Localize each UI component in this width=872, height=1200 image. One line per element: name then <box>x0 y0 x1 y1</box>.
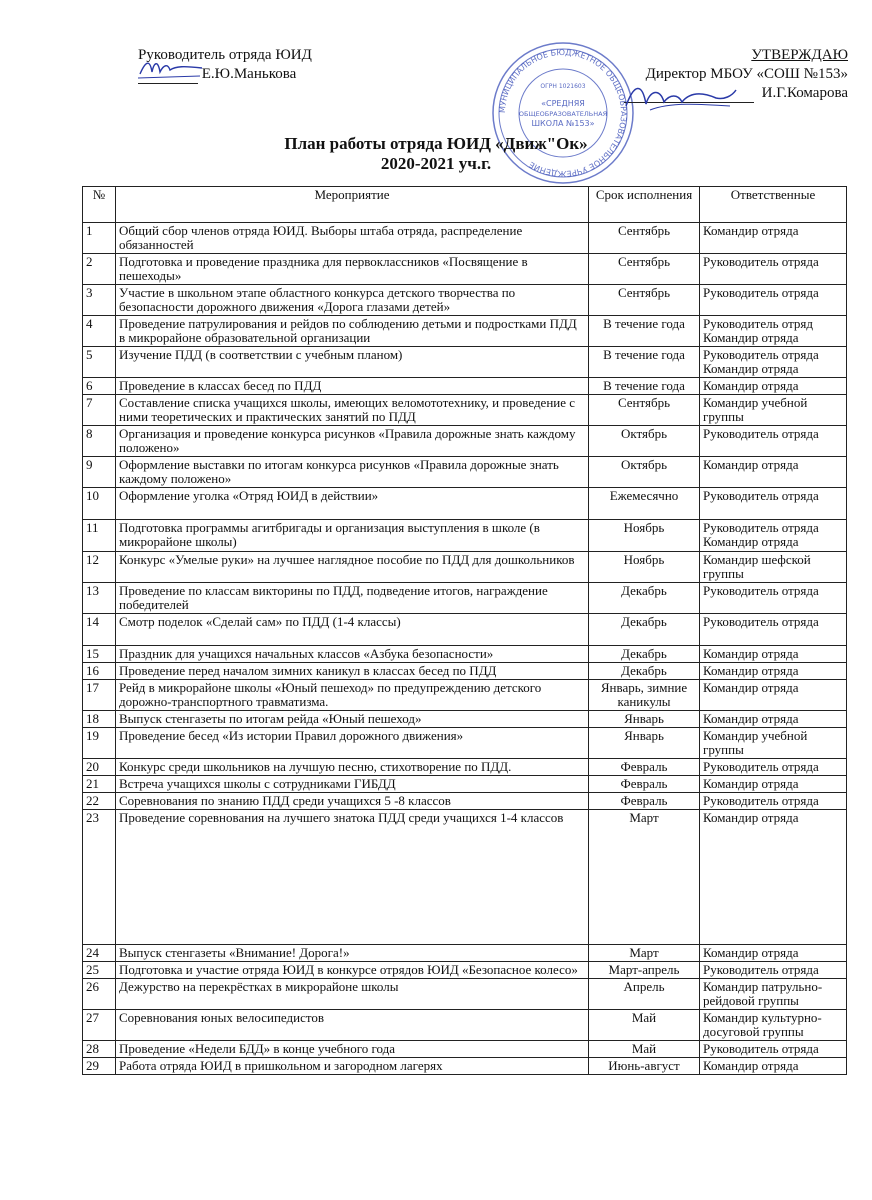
row-term: В течение года <box>589 316 700 347</box>
row-responsible: Руководитель отряда Командир отряда <box>700 347 847 378</box>
row-event: Соревнования юных велосипедистов <box>116 1010 589 1041</box>
row-number: 7 <box>83 395 116 426</box>
table-row <box>83 680 847 711</box>
row-event: Организация и проведение конкурса рисунков «Правила дорожные знать каждому положено» <box>116 426 589 457</box>
row-event: Оформление уголка «Отряд ЮИД в действии» <box>116 488 589 520</box>
table-row <box>83 646 847 663</box>
row-term: Февраль <box>589 793 700 810</box>
table-row <box>83 759 847 776</box>
row-number: 26 <box>83 979 116 1010</box>
table-row <box>83 1041 847 1058</box>
row-responsible: Командир патрульно-рейдовой группы <box>700 979 847 1010</box>
row-responsible: Командир отряда <box>700 810 847 945</box>
row-event: Выпуск стенгазеты «Внимание! Дорога!» <box>116 945 589 962</box>
row-number: 11 <box>83 520 116 552</box>
row-number: 17 <box>83 680 116 711</box>
row-responsible: Руководитель отряда Командир отряда <box>700 520 847 552</box>
director-name: И.Г.Комарова <box>761 85 848 101</box>
row-responsible: Руководитель отряда <box>700 488 847 520</box>
header-num: № <box>83 187 116 223</box>
stamp-ogrn: ОГРН 1021603 <box>540 83 586 90</box>
row-number: 6 <box>83 378 116 395</box>
row-event: Конкурс среди школьников на лучшую песню, стихотворение по ПДД. <box>116 759 589 776</box>
table-row <box>83 457 847 488</box>
table-row <box>83 426 847 457</box>
row-number: 24 <box>83 945 116 962</box>
table-row <box>83 223 847 254</box>
row-responsible: Руководитель отряда <box>700 254 847 285</box>
row-number: 15 <box>83 646 116 663</box>
row-event: Общий сбор членов отряда ЮИД. Выборы штаба отряда, распределение обязанностей <box>116 223 589 254</box>
row-number: 18 <box>83 711 116 728</box>
table-row <box>83 962 847 979</box>
row-number: 13 <box>83 583 116 614</box>
row-event: Конкурс «Умелые руки» на лучшее наглядное пособие по ПДД для дошкольников <box>116 552 589 583</box>
row-responsible: Руководитель отряда <box>700 759 847 776</box>
table-row <box>83 945 847 962</box>
row-term: Октябрь <box>589 457 700 488</box>
row-term: Сентябрь <box>589 254 700 285</box>
row-responsible: Командир отряда <box>700 663 847 680</box>
row-responsible: Командир отряда <box>700 457 847 488</box>
row-responsible: Командир шефской группы <box>700 552 847 583</box>
row-number: 23 <box>83 810 116 945</box>
row-event: Проведение перед началом зимних каникул в классах бесед по ПДД <box>116 663 589 680</box>
row-term: Май <box>589 1010 700 1041</box>
row-event: Проведение «Недели БДД» в конце учебного года <box>116 1041 589 1058</box>
row-term: В течение года <box>589 347 700 378</box>
row-term: Январь <box>589 728 700 759</box>
row-responsible: Руководитель отряда <box>700 285 847 316</box>
row-term: Февраль <box>589 759 700 776</box>
header-left-title: Руководитель отряда ЮИД <box>138 47 312 63</box>
row-term: Апрель <box>589 979 700 1010</box>
row-term: Июнь-август <box>589 1058 700 1075</box>
director-signature <box>620 80 740 116</box>
row-responsible: Командир учебной группы <box>700 395 847 426</box>
row-term: Февраль <box>589 776 700 793</box>
row-event: Дежурство на перекрёстках в микрорайоне школы <box>116 979 589 1010</box>
row-term: Март-апрель <box>589 962 700 979</box>
row-term: Декабрь <box>589 663 700 680</box>
row-number: 8 <box>83 426 116 457</box>
row-number: 22 <box>83 793 116 810</box>
table-row <box>83 378 847 395</box>
table-row <box>83 711 847 728</box>
table-row <box>83 583 847 614</box>
row-event: Смотр поделок «Сделай сам» по ПДД (1-4 классы) <box>116 614 589 646</box>
table-row <box>83 395 847 426</box>
row-responsible: Командир культурно-досуговой группы <box>700 1010 847 1041</box>
row-responsible: Командир отряда <box>700 945 847 962</box>
header-event: Мероприятие <box>116 187 589 223</box>
row-responsible: Руководитель отряда <box>700 1041 847 1058</box>
row-number: 20 <box>83 759 116 776</box>
row-event: Проведение патрулирования и рейдов по соблюдению детьми и подростками ПДД в микрорайоне образовательной организации <box>116 316 589 347</box>
row-event: Встреча учащихся школы с сотрудниками ГИБДД <box>116 776 589 793</box>
table-row <box>83 254 847 285</box>
row-number: 21 <box>83 776 116 793</box>
row-number: 5 <box>83 347 116 378</box>
left-signature <box>136 56 206 80</box>
row-responsible: Командир отряда <box>700 223 847 254</box>
row-responsible: Командир отряда <box>700 1058 847 1075</box>
header-left-name: Е.Ю.Манькова <box>201 66 297 82</box>
row-responsible: Командир отряда <box>700 378 847 395</box>
stamp-line-3: ШКОЛА №153» <box>531 119 595 128</box>
row-term: Декабрь <box>589 583 700 614</box>
row-event: Проведение бесед «Из истории Правил дорожного движения» <box>116 728 589 759</box>
table-row <box>83 1010 847 1041</box>
row-number: 27 <box>83 1010 116 1041</box>
row-responsible: Руководитель отряд Командир отряда <box>700 316 847 347</box>
table-row <box>83 285 847 316</box>
director-position: Директор МБОУ «СОШ №153» <box>645 66 848 82</box>
row-number: 10 <box>83 488 116 520</box>
approve-label: УТВЕРЖДАЮ <box>751 47 848 63</box>
row-number: 9 <box>83 457 116 488</box>
row-term: Март <box>589 945 700 962</box>
stamp-ring-text: МУНИЦИПАЛЬНОЕ БЮДЖЕТНОЕ ОБЩЕОБРАЗОВАТЕЛЬНОЕ УЧРЕЖДЕНИЕ <box>497 47 629 179</box>
row-number: 3 <box>83 285 116 316</box>
table-row <box>83 663 847 680</box>
row-term: Декабрь <box>589 614 700 646</box>
table-row <box>83 728 847 759</box>
row-event: Выпуск стенгазеты по итогам рейда «Юный пешеход» <box>116 711 589 728</box>
header-responsible: Ответственные <box>700 187 847 223</box>
stamp-line-2: ОБЩЕОБРАЗОВАТЕЛЬНАЯ <box>518 110 608 118</box>
row-term: Сентябрь <box>589 395 700 426</box>
row-event: Проведение по классам викторины по ПДД, подведение итогов, награждение победителей <box>116 583 589 614</box>
row-term: Май <box>589 1041 700 1058</box>
row-number: 2 <box>83 254 116 285</box>
row-responsible: Руководитель отряда <box>700 583 847 614</box>
row-responsible: Командир отряда <box>700 646 847 663</box>
table-row <box>83 776 847 793</box>
table-row <box>83 614 847 646</box>
row-event: Праздник для учащихся начальных классов «Азбука безопасности» <box>116 646 589 663</box>
table-row <box>83 520 847 552</box>
row-term: В течение года <box>589 378 700 395</box>
row-event: Проведение соревнования на лучшего знатока ПДД среди учащихся 1-4 классов <box>116 810 589 945</box>
table-row <box>83 979 847 1010</box>
row-event: Рейд в микрорайоне школы «Юный пешеход» по предупреждению детского дорожно-транспортного травматизма. <box>116 680 589 711</box>
row-event: Составление списка учащихся школы, имеющих веломототехнику, и проведение с ними теоретических и практических занятий по ПДД <box>116 395 589 426</box>
table-row <box>83 316 847 347</box>
title-line-1: План работы отряда ЮИД «Движ"Ок» <box>284 134 588 153</box>
row-event: Участие в школьном этапе областного конкурса детского творчества по безопасности дорожного движения «Дорога глазами детей» <box>116 285 589 316</box>
row-term: Ноябрь <box>589 552 700 583</box>
row-term: Октябрь <box>589 426 700 457</box>
row-number: 16 <box>83 663 116 680</box>
row-responsible: Руководитель отряда <box>700 793 847 810</box>
table-row <box>83 552 847 583</box>
row-event: Проведение в классах бесед по ПДД <box>116 378 589 395</box>
row-responsible: Командир отряда <box>700 776 847 793</box>
table-row <box>83 793 847 810</box>
row-event: Работа отряда ЮИД в пришкольном и загородном лагерях <box>116 1058 589 1075</box>
row-term: Ежемесячно <box>589 488 700 520</box>
table-row <box>83 347 847 378</box>
table-row <box>83 810 847 945</box>
row-number: 28 <box>83 1041 116 1058</box>
row-number: 12 <box>83 552 116 583</box>
row-number: 29 <box>83 1058 116 1075</box>
row-responsible: Руководитель отряда <box>700 426 847 457</box>
row-term: Сентябрь <box>589 285 700 316</box>
row-number: 4 <box>83 316 116 347</box>
row-term: Январь <box>589 711 700 728</box>
row-term: Декабрь <box>589 646 700 663</box>
row-term: Январь, зимние каникулы <box>589 680 700 711</box>
title-line-2: 2020-2021 уч.г. <box>380 154 492 173</box>
table-header-row <box>83 187 847 223</box>
table-body <box>83 223 847 1075</box>
table-row <box>83 488 847 520</box>
row-number: 25 <box>83 962 116 979</box>
table-row <box>83 1058 847 1075</box>
row-number: 19 <box>83 728 116 759</box>
row-term: Март <box>589 810 700 945</box>
stamp-line-1: «СРЕДНЯЯ <box>541 99 585 108</box>
row-term: Ноябрь <box>589 520 700 552</box>
row-responsible: Руководитель отряда <box>700 962 847 979</box>
document-title <box>0 134 872 174</box>
row-event: Подготовка программы агитбригады и организация выступления в школе (в микрорайоне школы) <box>116 520 589 552</box>
row-number: 14 <box>83 614 116 646</box>
row-number: 1 <box>83 223 116 254</box>
row-event: Соревнования по знанию ПДД среди учащихся 5 -8 классов <box>116 793 589 810</box>
row-event: Подготовка и участие отряда ЮИД в конкурсе отрядов ЮИД «Безопасное колесо» <box>116 962 589 979</box>
row-event: Подготовка и проведение праздника для первоклассников «Посвящение в пешеходы» <box>116 254 589 285</box>
row-responsible: Командир отряда <box>700 711 847 728</box>
plan-table <box>82 186 847 1075</box>
row-event: Оформление выставки по итогам конкурса рисунков «Правила дорожные знать каждому положено» <box>116 457 589 488</box>
row-responsible: Командир отряда <box>700 680 847 711</box>
row-term: Сентябрь <box>589 223 700 254</box>
row-responsible: Руководитель отряда <box>700 614 847 646</box>
row-event: Изучение ПДД (в соответствии с учебным планом) <box>116 347 589 378</box>
row-responsible: Командир учебной группы <box>700 728 847 759</box>
header-term: Срок исполнения <box>589 187 700 223</box>
